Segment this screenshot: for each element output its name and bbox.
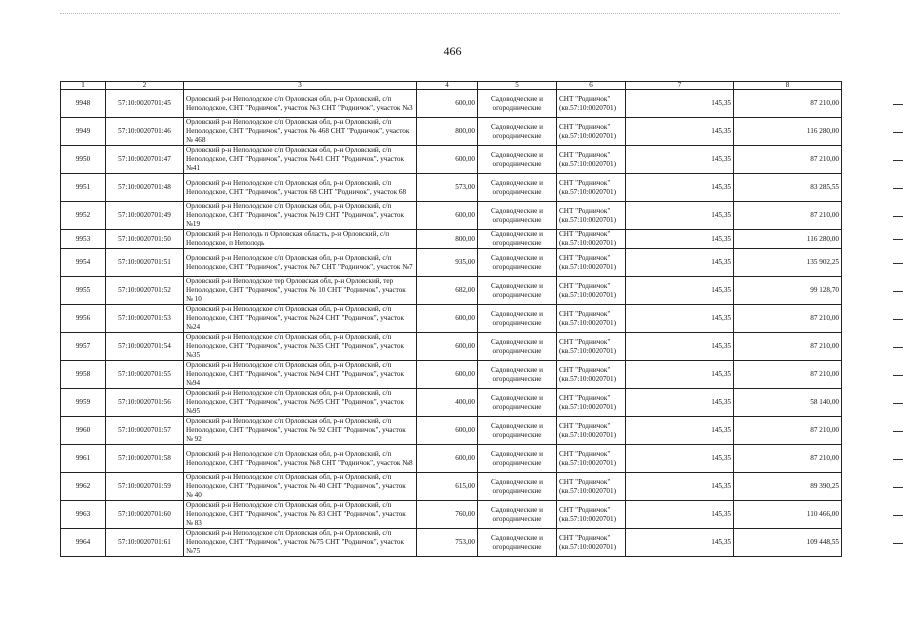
cadastral-value-cell: 109 448,55 [734,529,842,557]
specific-value-cell: 145,35 [626,146,734,174]
area-cell: 600,00 [417,417,478,445]
specific-value-cell: 145,35 [626,202,734,230]
address-cell: Орловский р-н Неполодское с/п Орловская обл, р-н Орловский, с/п Неполодское, СНТ "Родничок", участок №3 СНТ "Родничок", участок №3 [184,90,417,118]
cadastral-value-cell: 87 210,00 [734,305,842,333]
cadastral-number-cell: 57:10:0020701:55 [106,361,184,389]
specific-value-cell: 145,35 [626,417,734,445]
cadastral-value-cell: 87 210,00 [734,90,842,118]
cadastral-number-cell: 57:10:0020701:60 [106,501,184,529]
address-cell: Орловский р-н Неполодь п Орловская область, р-н Орловский, с/п Неполодское, п Неполодь [184,230,417,249]
cadastral-number-cell: 57:10:0020701:45 [106,90,184,118]
address-cell: Орловский р-н Неполодское с/п Орловская обл, р-н Орловский, с/п Неполодское, СНТ "Родничок", участок №94 СНТ "Родничок", участок №94 [184,361,417,389]
address-cell: Орловский р-н Неполодское с/п Орловская обл, р-н Орловский, с/п Неполодское, СНТ "Родничок", участок №75 СНТ "Родничок", участок №75 [184,529,417,557]
table-row [61,118,842,146]
cadastral-value-cell: 87 210,00 [734,417,842,445]
header-row [61,82,842,90]
row-number-cell: 9952 [61,202,106,230]
specific-value-cell: 145,35 [626,230,734,249]
land-group-cell: СНТ "Родничок" (кв.57:10:0020701) [557,417,626,445]
land-group-cell: СНТ "Родничок" (кв.57:10:0020701) [557,501,626,529]
margin-mark [893,239,903,240]
row-number-cell: 9959 [61,389,106,417]
table-row [61,389,842,417]
permitted-use-cell: Садоводческие и огороднические [478,305,557,333]
permitted-use-cell: Садоводческие и огороднические [478,389,557,417]
specific-value-cell: 145,35 [626,305,734,333]
permitted-use-cell: Садоводческие и огороднические [478,529,557,557]
permitted-use-cell: Садоводческие и огороднические [478,445,557,473]
cadastral-number-cell: 57:10:0020701:59 [106,473,184,501]
permitted-use-cell: Садоводческие и огороднические [478,90,557,118]
table-row [61,417,842,445]
land-group-cell: СНТ "Родничок" (кв.57:10:0020701) [557,529,626,557]
address-cell: Орловский р-н Неполодское с/п Орловская обл, р-н Орловский, с/п Неполодское, СНТ "Родничок", участок № 40 СНТ "Родничок", участок № 40 [184,473,417,501]
cadastral-value-cell: 87 210,00 [734,361,842,389]
address-cell: Орловский р-н Неполодское с/п Орловская обл, р-н Орловский, с/п Неполодское, СНТ "Родничок", участок №95 СНТ "Родничок", участок №95 [184,389,417,417]
area-cell: 600,00 [417,333,478,361]
table-row [61,305,842,333]
row-number-cell: 9956 [61,305,106,333]
cadastral-number-cell: 57:10:0020701:51 [106,249,184,277]
land-group-cell: СНТ "Родничок" (кв.57:10:0020701) [557,146,626,174]
specific-value-cell: 145,35 [626,529,734,557]
cadastral-number-cell: 57:10:0020701:56 [106,389,184,417]
table-row [61,249,842,277]
area-cell: 760,00 [417,501,478,529]
address-cell: Орловский р-н Неполодское с/п Орловская обл, р-н Орловский, с/п Неполодское, СНТ "Родничок", участок № 83 СНТ "Родничок", участок № 83 [184,501,417,529]
specific-value-cell: 145,35 [626,118,734,146]
cadastral-number-cell: 57:10:0020701:49 [106,202,184,230]
area-cell: 682,00 [417,277,478,305]
cadastral-number-cell: 57:10:0020701:46 [106,118,184,146]
margin-mark [893,188,903,189]
page-number: 466 [443,44,462,58]
scan-artifact-top [60,13,840,20]
specific-value-cell: 145,35 [626,174,734,202]
margin-mark [893,375,903,376]
row-number-cell: 9960 [61,417,106,445]
specific-value-cell: 145,35 [626,277,734,305]
margin-mark [893,263,903,264]
address-cell: Орловский р-н Неполодское с/п Орловская обл, р-н Орловский, с/п Неполодское, СНТ "Родничок", участок №8 СНТ "Родничок", участок №8 [184,445,417,473]
cadastral-value-cell: 87 210,00 [734,333,842,361]
address-cell: Орловский р-н Неполодское с/п Орловская обл, р-н Орловский, с/п Неполодское, СНТ "Родничок", участок №7 СНТ "Родничок", участок №7 [184,249,417,277]
table-row [61,333,842,361]
land-group-cell: СНТ "Родничок" (кв.57:10:0020701) [557,202,626,230]
address-cell: Орловский р-н Неполодское с/п Орловская обл, р-н Орловский, с/п Неполодское, СНТ "Родничок", участок №41 СНТ "Родничок", участок №41 [184,146,417,174]
permitted-use-cell: Садоводческие и огороднические [478,361,557,389]
row-number-cell: 9958 [61,361,106,389]
cadastral-value-table [60,81,842,557]
permitted-use-cell: Садоводческие и огороднические [478,501,557,529]
land-group-cell: СНТ "Родничок" (кв.57:10:0020701) [557,230,626,249]
permitted-use-cell: Садоводческие и огороднические [478,333,557,361]
row-number-cell: 9955 [61,277,106,305]
cadastral-value-cell: 99 128,70 [734,277,842,305]
address-cell: Орловский р-н Неполодское тер Орловская обл, р-н Орловский, тер Неполодское, СНТ "Родничок", участок № 10 СНТ "Родничок", участок № 10 [184,277,417,305]
specific-value-cell: 145,35 [626,333,734,361]
permitted-use-cell: Садоводческие и огороднические [478,174,557,202]
column-header-3: 3 [184,82,417,90]
area-cell: 600,00 [417,445,478,473]
area-cell: 400,00 [417,389,478,417]
address-cell: Орловский р-н Неполодское с/п Орловская обл, р-н Орловский, с/п Неполодское, СНТ "Родничок", участок №24 СНТ "Родничок", участок №24 [184,305,417,333]
table-row [61,146,842,174]
land-group-cell: СНТ "Родничок" (кв.57:10:0020701) [557,333,626,361]
column-header-8: 8 [734,82,842,90]
row-number-cell: 9961 [61,445,106,473]
area-cell: 573,00 [417,174,478,202]
row-number-cell: 9963 [61,501,106,529]
land-group-cell: СНТ "Родничок" (кв.57:10:0020701) [557,473,626,501]
row-number-cell: 9953 [61,230,106,249]
margin-mark [893,431,903,432]
specific-value-cell: 145,35 [626,501,734,529]
area-cell: 600,00 [417,202,478,230]
margin-mark [893,104,903,105]
table-row [61,501,842,529]
column-header-1: 1 [61,82,106,90]
cadastral-value-cell: 135 902,25 [734,249,842,277]
area-cell: 935,00 [417,249,478,277]
row-number-cell: 9957 [61,333,106,361]
area-cell: 800,00 [417,230,478,249]
cadastral-value-cell: 83 285,55 [734,174,842,202]
cadastral-number-cell: 57:10:0020701:47 [106,146,184,174]
specific-value-cell: 145,35 [626,445,734,473]
address-cell: Орловский р-н Неполодское с/п Орловская обл, р-н Орловский, с/п Неполодское, СНТ "Родничок", участок №19 СНТ "Родничок", участок №19 [184,202,417,230]
area-cell: 800,00 [417,118,478,146]
permitted-use-cell: Садоводческие и огороднические [478,473,557,501]
specific-value-cell: 145,35 [626,249,734,277]
row-number-cell: 9962 [61,473,106,501]
column-header-5: 5 [478,82,557,90]
margin-mark [893,319,903,320]
row-number-cell: 9948 [61,90,106,118]
table-row [61,529,842,557]
land-group-cell: СНТ "Родничок" (кв.57:10:0020701) [557,361,626,389]
column-header-4: 4 [417,82,478,90]
land-group-cell: СНТ "Родничок" (кв.57:10:0020701) [557,90,626,118]
cadastral-number-cell: 57:10:0020701:48 [106,174,184,202]
permitted-use-cell: Садоводческие и огороднические [478,249,557,277]
cadastral-number-cell: 57:10:0020701:58 [106,445,184,473]
table-row [61,277,842,305]
cadastral-value-cell: 87 210,00 [734,445,842,473]
cadastral-number-cell: 57:10:0020701:53 [106,305,184,333]
area-cell: 600,00 [417,90,478,118]
area-cell: 600,00 [417,361,478,389]
cadastral-value-cell: 87 210,00 [734,202,842,230]
table-row [61,473,842,501]
column-header-7: 7 [626,82,734,90]
table-body [61,90,842,557]
margin-mark [893,487,903,488]
permitted-use-cell: Садоводческие и огороднические [478,118,557,146]
row-number-cell: 9950 [61,146,106,174]
specific-value-cell: 145,35 [626,473,734,501]
land-group-cell: СНТ "Родничок" (кв.57:10:0020701) [557,249,626,277]
margin-mark [893,459,903,460]
margin-mark [893,403,903,404]
row-number-cell: 9954 [61,249,106,277]
table-row [61,174,842,202]
cadastral-value-cell: 116 280,00 [734,230,842,249]
cadastral-value-cell: 58 140,00 [734,389,842,417]
cadastral-number-cell: 57:10:0020701:54 [106,333,184,361]
table-row [61,361,842,389]
table-row [61,90,842,118]
cadastral-number-cell: 57:10:0020701:61 [106,529,184,557]
permitted-use-cell: Садоводческие и огороднические [478,146,557,174]
cadastral-value-cell: 110 466,00 [734,501,842,529]
specific-value-cell: 145,35 [626,361,734,389]
area-cell: 600,00 [417,146,478,174]
cadastral-value-cell: 89 390,25 [734,473,842,501]
margin-mark [893,543,903,544]
land-group-cell: СНТ "Родничок" (кв.57:10:0020701) [557,277,626,305]
area-cell: 600,00 [417,305,478,333]
table-row [61,202,842,230]
address-cell: Орловский р-н Неполодское с/п Орловская обл, р-н Орловский, с/п Неполодское, СНТ "Родничок", участок №35 СНТ "Родничок", участок №35 [184,333,417,361]
land-group-cell: СНТ "Родничок" (кв.57:10:0020701) [557,174,626,202]
area-cell: 753,00 [417,529,478,557]
margin-mark [893,160,903,161]
margin-mark [893,132,903,133]
cadastral-value-cell: 116 280,00 [734,118,842,146]
margin-mark [893,216,903,217]
cadastral-number-cell: 57:10:0020701:57 [106,417,184,445]
row-number-cell: 9951 [61,174,106,202]
address-cell: Орловский р-н Неполодское с/п Орловская обл, р-н Орловский, с/п Неполодское, СНТ "Родничок", участок № 468 СНТ "Родничок", участок № 468 [184,118,417,146]
row-number-cell: 9964 [61,529,106,557]
permitted-use-cell: Садоводческие и огороднические [478,202,557,230]
margin-mark [893,347,903,348]
cadastral-number-cell: 57:10:0020701:52 [106,277,184,305]
specific-value-cell: 145,35 [626,90,734,118]
cadastral-value-cell: 87 210,00 [734,146,842,174]
permitted-use-cell: Садоводческие и огороднические [478,230,557,249]
land-group-cell: СНТ "Родничок" (кв.57:10:0020701) [557,389,626,417]
land-group-cell: СНТ "Родничок" (кв.57:10:0020701) [557,305,626,333]
area-cell: 615,00 [417,473,478,501]
margin-mark [893,515,903,516]
land-group-cell: СНТ "Родничок" (кв.57:10:0020701) [557,445,626,473]
specific-value-cell: 145,35 [626,389,734,417]
address-cell: Орловский р-н Неполодское с/п Орловская обл, р-н Орловский, с/п Неполодское, СНТ "Родничок", участок № 92 СНТ "Родничок", участок № 92 [184,417,417,445]
row-number-cell: 9949 [61,118,106,146]
table-row [61,445,842,473]
address-cell: Орловский р-н Неполодское с/п Орловская обл, р-н Орловский, с/п Неполодское, СНТ "Родничок", участок 68 СНТ "Родничок", участок 68 [184,174,417,202]
column-header-6: 6 [557,82,626,90]
column-header-2: 2 [106,82,184,90]
permitted-use-cell: Садоводческие и огороднические [478,277,557,305]
permitted-use-cell: Садоводческие и огороднические [478,417,557,445]
margin-mark [893,291,903,292]
cadastral-number-cell: 57:10:0020701:50 [106,230,184,249]
land-group-cell: СНТ "Родничок" (кв.57:10:0020701) [557,118,626,146]
table-row [61,230,842,249]
